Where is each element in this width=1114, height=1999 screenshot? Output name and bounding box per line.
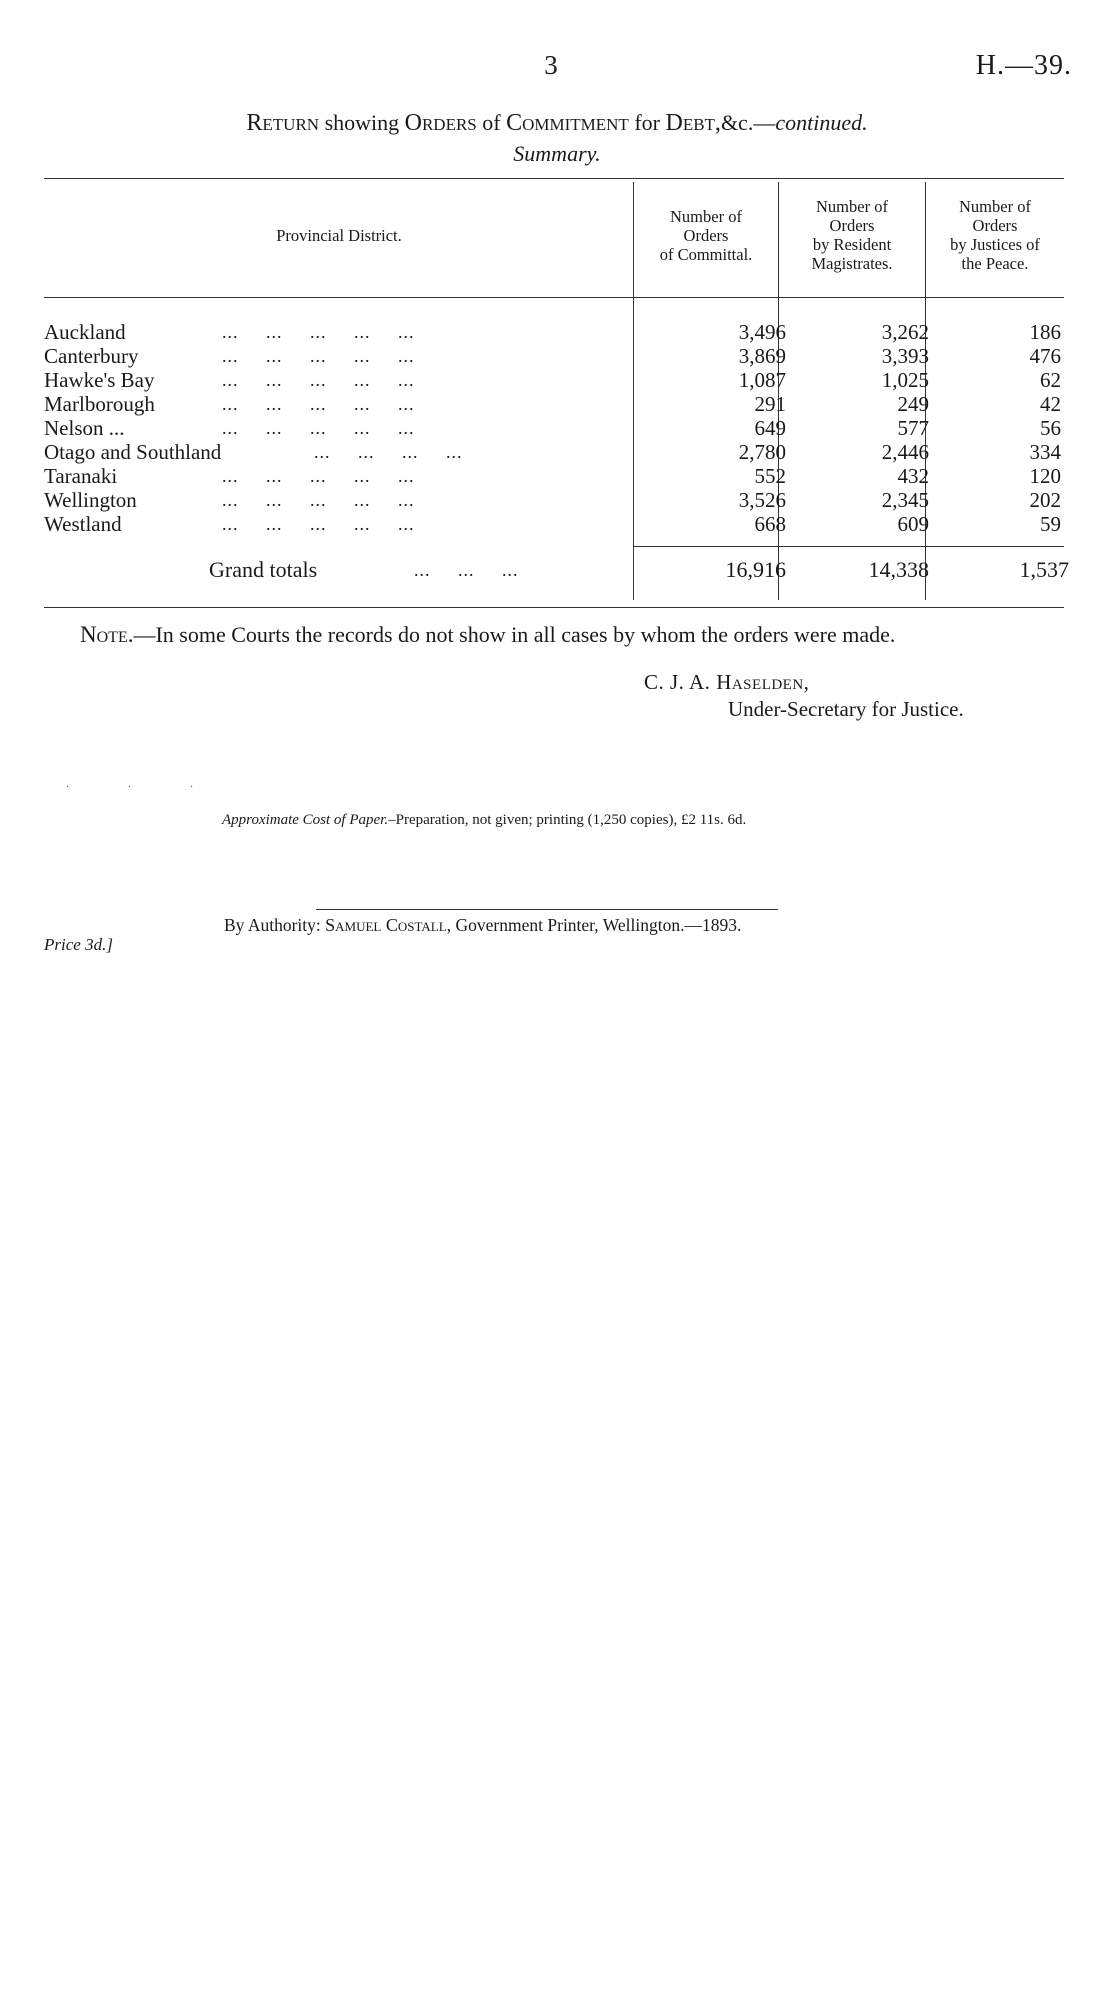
signatory-initials: C. J. A. <box>644 670 711 694</box>
title-word: Return <box>246 110 320 136</box>
header-line: Orders <box>829 216 875 235</box>
resident-value: 3,393 <box>881 344 929 368</box>
justices-value: 62 <box>1040 368 1061 392</box>
leader-dots: ... ... ... ... ... <box>222 490 415 510</box>
title-word: Orders <box>404 110 477 136</box>
signatory-title: Under-Secretary for Justice. <box>728 697 964 721</box>
district-name: Wellington <box>44 488 137 512</box>
printer-authority <box>224 915 741 936</box>
district-name: Westland <box>44 512 122 536</box>
committal-value: 3,496 <box>738 320 786 344</box>
authority-prefix: By Authority: <box>224 915 321 935</box>
cost-label: Approximate Cost of Paper. <box>222 812 389 828</box>
title-word: showing <box>324 110 400 135</box>
leader-dots: ... ... ... ... ... <box>222 418 415 438</box>
printer-name: Samuel Costall, <box>325 915 452 935</box>
price: Price 3d.] <box>44 935 113 954</box>
grand-totals-label: Grand totals <box>209 557 318 582</box>
resident-value: 3,262 <box>881 320 929 344</box>
table-row <box>44 488 1064 512</box>
header-line: Magistrates. <box>811 254 893 273</box>
committal-value: 3,869 <box>738 344 786 368</box>
table-row <box>44 464 1064 488</box>
title-word: of <box>482 110 501 135</box>
document-title <box>0 110 1114 137</box>
justices-value: 186 <box>1029 320 1061 344</box>
header-line: of Committal. <box>659 245 753 264</box>
title-word: &c.— <box>720 110 776 135</box>
leader-dots: ... ... ... ... ... <box>222 346 415 366</box>
header-resident-magistrates <box>779 197 925 273</box>
authority-rule <box>316 909 778 910</box>
cost-text: –Preparation, not given; printing (1,250 copies), £2 11s. 6d. <box>388 812 747 828</box>
resident-value: 577 <box>897 416 929 440</box>
header-line: Orders <box>683 226 729 245</box>
footnote <box>80 622 895 648</box>
paper-reference: H.—39. <box>975 50 1072 81</box>
resident-value: 432 <box>897 464 929 488</box>
resident-value: 2,345 <box>881 488 929 512</box>
leader-dots: ... ... ... ... ... <box>222 514 415 534</box>
resident-total: 14,338 <box>868 557 929 582</box>
print-specks: . . . <box>66 776 221 790</box>
signatory-name <box>644 670 809 695</box>
header-provincial-district: Provincial District. <box>276 226 402 245</box>
leader-dots: ... ... ... <box>414 560 519 580</box>
page-number: 3 <box>544 50 558 80</box>
justices-value: 334 <box>1029 440 1061 464</box>
table-row <box>44 368 1064 392</box>
signatory-surname: Haselden, <box>716 670 810 694</box>
header-line: the Peace. <box>961 254 1029 273</box>
justices-value: 59 <box>1040 512 1061 536</box>
header-line: by Justices of <box>950 235 1040 254</box>
table-row <box>44 392 1064 416</box>
cost-of-paper <box>222 812 746 829</box>
resident-value: 609 <box>897 512 929 536</box>
table-row <box>44 416 1064 440</box>
justices-value: 120 <box>1029 464 1061 488</box>
totals-rule <box>634 546 1064 547</box>
district-name: Hawke's Bay <box>44 368 155 392</box>
title-word: Commitment <box>506 110 629 136</box>
table-row <box>44 512 1064 536</box>
table-top-rule <box>44 178 1064 179</box>
title-continued: continued. <box>775 110 868 135</box>
header-line: Number of <box>670 207 742 226</box>
leader-dots: ... ... ... ... ... <box>222 394 415 414</box>
district-name: Nelson ... <box>44 416 125 440</box>
resident-value: 249 <box>897 392 929 416</box>
committal-value: 291 <box>754 392 786 416</box>
justices-value: 476 <box>1029 344 1061 368</box>
table-row <box>44 320 1064 344</box>
committal-value: 3,526 <box>738 488 786 512</box>
justices-value: 202 <box>1029 488 1061 512</box>
leader-dots: ... ... ... ... ... <box>222 370 415 390</box>
committal-value: 1,087 <box>738 368 786 392</box>
committal-total: 16,916 <box>725 557 786 582</box>
table-bottom-rule <box>44 607 1064 608</box>
header-justices-of-peace <box>926 197 1064 273</box>
resident-value: 2,446 <box>881 440 929 464</box>
committal-value: 649 <box>754 416 786 440</box>
leader-dots: ... ... ... ... ... <box>222 322 415 342</box>
header-line: Orders <box>972 216 1018 235</box>
note-lead: Note. <box>80 622 134 647</box>
district-name: Otago and Southland <box>44 440 222 464</box>
committal-value: 2,780 <box>738 440 786 464</box>
leader-dots: ... ... ... ... ... <box>222 466 415 486</box>
note-text: —In some Courts the records do not show in all cases by whom the orders were made. <box>133 622 896 647</box>
district-name: Canterbury <box>44 344 139 368</box>
table-row <box>44 344 1064 368</box>
header-line: Number of <box>959 197 1031 216</box>
header-orders-of-committal <box>634 207 778 264</box>
header-line: by Resident <box>812 235 892 254</box>
justices-value: 56 <box>1040 416 1061 440</box>
committal-value: 552 <box>754 464 786 488</box>
table-row <box>44 440 1064 464</box>
committal-value: 668 <box>754 512 786 536</box>
header-line: Number of <box>816 197 888 216</box>
title-word: for <box>634 110 660 135</box>
grand-totals-row <box>44 557 1069 582</box>
authority-suffix: Government Printer, Wellington.—1893. <box>455 915 742 935</box>
document-subtitle: Summary. <box>513 141 601 166</box>
justices-value: 42 <box>1040 392 1061 416</box>
district-name: Auckland <box>44 320 126 344</box>
header-bottom-rule <box>44 297 1064 298</box>
leader-dots: ... ... ... ... <box>314 442 463 462</box>
district-name: Marlborough <box>44 392 155 416</box>
resident-value: 1,025 <box>881 368 929 392</box>
justices-total: 1,537 <box>1019 557 1069 582</box>
district-name: Taranaki <box>44 464 118 488</box>
title-word: Debt, <box>665 110 721 136</box>
